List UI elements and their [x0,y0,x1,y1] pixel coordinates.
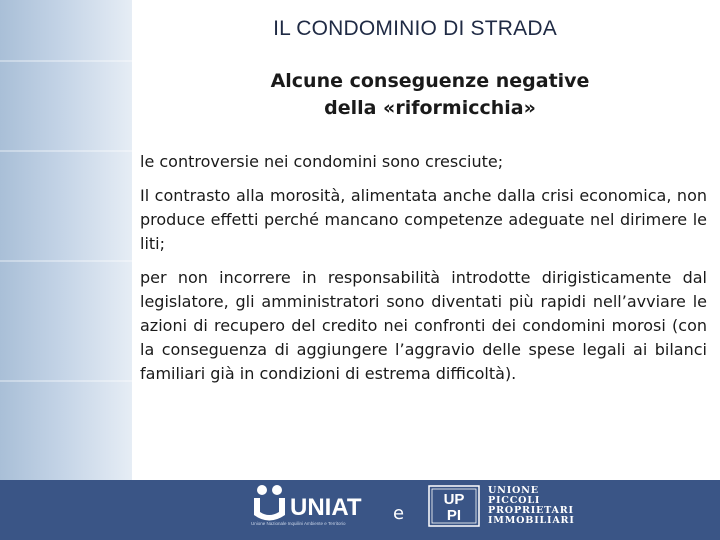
body-paragraph: per non incorrere in responsabilità introdotte dirigisticamente dal legislatore, gli amministratori sono diventati più rapidi nell’avviare le azioni di recupero del credito nei confronti dei condomini morosi (con la conseguenza di aggiungere l’aggravio delle spese legali ai bilanci familiari già in condizioni di estrema difficoltà). [140,268,707,383]
subtitle-line: della «riformicchia» [324,97,536,119]
panel-texture [0,380,132,382]
uniat-tagline: Unione Nazionale Inquilini Ambiente e Territorio [251,521,346,526]
uppi-logo [428,485,480,527]
body-paragraph: Il contrasto alla morosità, alimentata anche dalla crisi economica, non produce effetti perché mancano competenze adeguate nel dirimere le liti; [140,186,707,253]
slide-body [140,150,707,396]
uppi-name-line: UNIONE [488,485,539,496]
panel-texture [0,260,132,262]
slide-subtitle [200,68,660,122]
uniat-wordmark: UNIAT [290,494,362,521]
decorative-side-panel [0,0,132,480]
uppi-name-line: PROPRIETARI [488,505,574,516]
uppi-mark-top: UP [443,491,465,508]
panel-texture [0,60,132,62]
connector-text: e [393,503,405,524]
uppi-name-line: IMMOBILIARI [488,515,575,526]
slide-title: IL CONDOMINIO DI STRADA [273,17,557,40]
body-paragraph: le controversie nei condomini sono cresciute; [140,152,504,171]
uppi-name-line: PICCOLI [488,495,541,506]
panel-texture [0,150,132,152]
uppi-name [488,486,608,526]
uppi-mark-bottom: PI [446,507,462,524]
subtitle-line: Alcune conseguenze negative [270,70,590,92]
